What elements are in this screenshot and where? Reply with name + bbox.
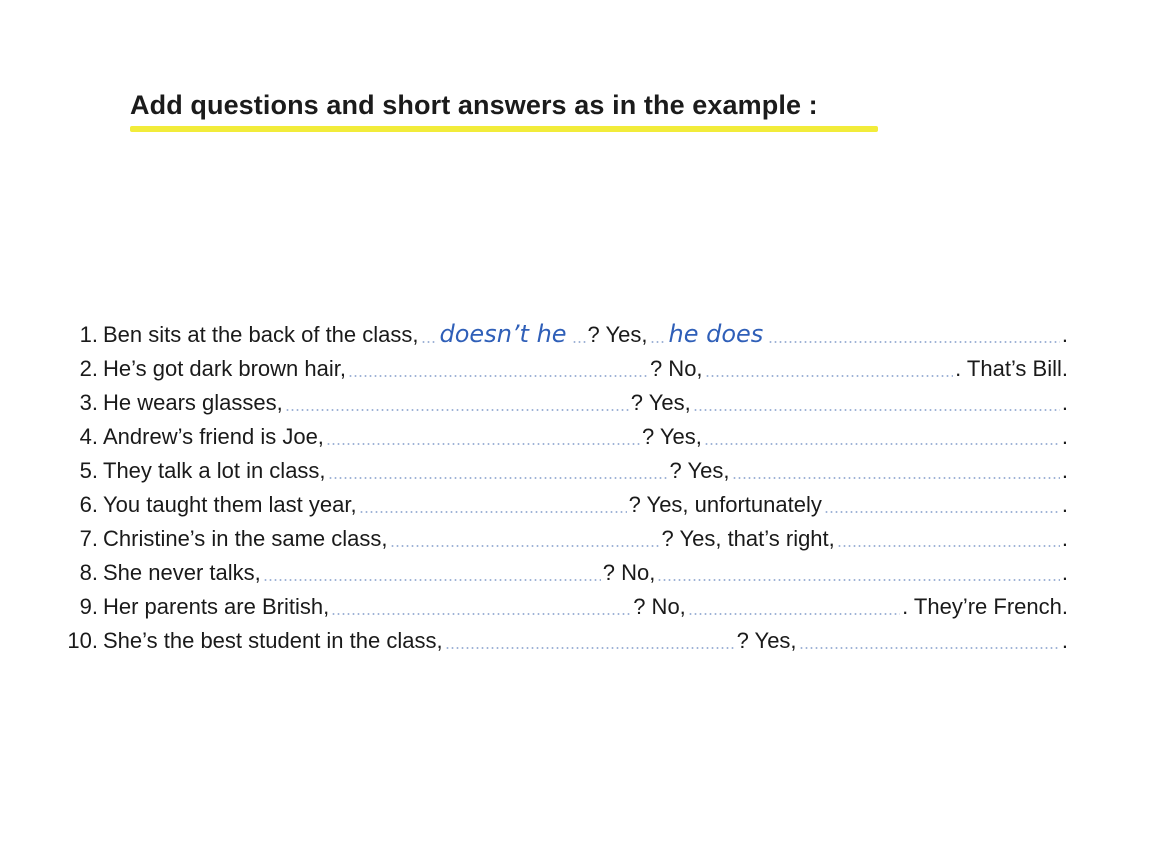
item-statement: Andrew’s friend is Joe, <box>103 424 324 449</box>
question-tag-blank[interactable] <box>326 443 640 445</box>
question-tag-blank[interactable] <box>348 375 648 377</box>
exercise-row-1 <box>60 318 1068 348</box>
row-ending: . <box>1061 322 1068 347</box>
title-highlight <box>130 126 878 132</box>
row-ending: . <box>1061 492 1068 517</box>
short-answer-blank[interactable] <box>704 443 1060 445</box>
item-statement: Her parents are British, <box>103 594 330 619</box>
exercise-row-4 <box>60 420 1068 450</box>
exercise-row-3 <box>60 386 1068 416</box>
question-tag-blank[interactable] <box>285 409 629 411</box>
short-answer-blank[interactable] <box>693 409 1060 411</box>
reply-text: ? Yes, <box>641 424 702 449</box>
example-short-answer: he does <box>668 320 764 348</box>
question-tag-blank[interactable] <box>572 341 586 343</box>
item-number: 9. <box>79 594 98 619</box>
short-answer-blank[interactable] <box>824 511 1060 513</box>
question-tag-blank[interactable] <box>359 511 627 513</box>
short-answer-blank[interactable] <box>837 545 1060 547</box>
row-ending: . <box>1061 526 1068 551</box>
row-ending: . That’s Bill. <box>955 356 1068 381</box>
exercise-row-7 <box>60 522 1068 552</box>
question-tag-blank[interactable] <box>390 545 660 547</box>
reply-text: ? No, <box>633 594 686 619</box>
short-answer-blank[interactable] <box>732 477 1060 479</box>
item-statement: Ben sits at the back of the class, <box>103 322 419 347</box>
short-answer-blank[interactable] <box>799 647 1060 649</box>
item-statement: She never talks, <box>103 560 261 585</box>
question-tag-blank[interactable] <box>421 341 435 343</box>
item-number: 1. <box>79 322 98 347</box>
exercise-row-8 <box>60 556 1068 586</box>
question-tag-blank[interactable] <box>445 647 735 649</box>
exercise-row-2 <box>60 352 1068 382</box>
short-answer-blank[interactable] <box>705 375 954 377</box>
item-number: 3. <box>79 390 98 415</box>
exercise-row-10 <box>60 624 1068 654</box>
question-tag-blank[interactable] <box>328 477 668 479</box>
row-ending: . They’re French. <box>902 594 1068 619</box>
item-statement: She’s the best student in the class, <box>103 628 443 653</box>
item-number: 2. <box>79 356 98 381</box>
item-statement: He’s got dark brown hair, <box>103 356 346 381</box>
reply-text: ? Yes, unfortunately <box>628 492 822 517</box>
item-statement: Christine’s in the same class, <box>103 526 388 551</box>
reply-text: ? Yes, <box>736 628 797 653</box>
reply-text: ? Yes, that’s right, <box>661 526 835 551</box>
example-tag-answer: doesn’t he <box>439 320 567 348</box>
reply-text: ? Yes, <box>630 390 691 415</box>
question-tag-blank[interactable] <box>331 613 631 615</box>
item-number: 6. <box>79 492 98 517</box>
item-number: 5. <box>79 458 98 483</box>
row-ending: . <box>1061 560 1068 585</box>
row-ending: . <box>1061 458 1068 483</box>
short-answer-blank[interactable] <box>688 613 900 615</box>
reply-text: ? Yes, <box>669 458 730 483</box>
short-answer-blank[interactable] <box>768 341 1060 343</box>
item-number: 8. <box>79 560 98 585</box>
item-number: 4. <box>79 424 98 449</box>
row-ending: . <box>1061 628 1068 653</box>
short-answer-blank[interactable] <box>657 579 1060 581</box>
item-statement: They talk a lot in class, <box>103 458 326 483</box>
item-number: 7. <box>79 526 98 551</box>
exercise-row-5 <box>60 454 1068 484</box>
short-answer-blank[interactable] <box>650 341 664 343</box>
reply-text: ? No, <box>649 356 703 381</box>
question-tag-blank[interactable] <box>263 579 601 581</box>
row-ending: . <box>1061 424 1068 449</box>
exercise-row-6 <box>60 488 1068 518</box>
item-statement: You taught them last year, <box>103 492 357 517</box>
row-ending: . <box>1061 390 1068 415</box>
reply-text: ? Yes, <box>587 322 648 347</box>
item-number: 10. <box>67 628 98 653</box>
item-statement: He wears glasses, <box>103 390 283 415</box>
exercise-row-9 <box>60 590 1068 620</box>
exercise-title: Add questions and short answers as in the example : <box>130 90 818 120</box>
reply-text: ? No, <box>602 560 656 585</box>
